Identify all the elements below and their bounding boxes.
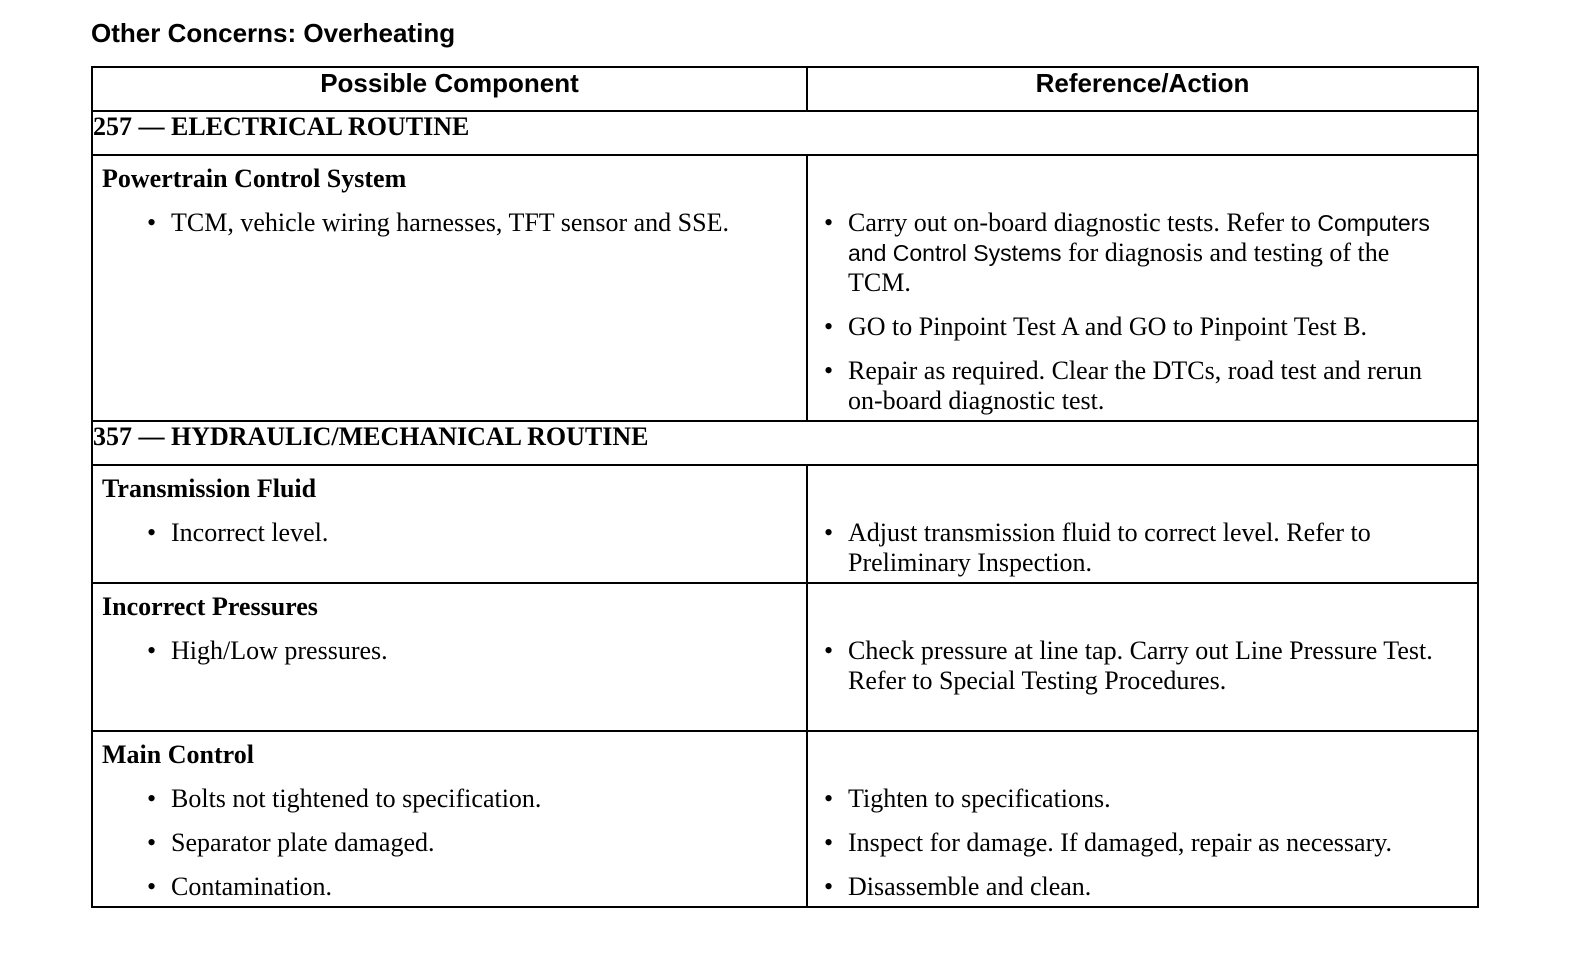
list-item: • Contamination. xyxy=(171,872,806,902)
action-cell xyxy=(807,465,1478,583)
action-cell xyxy=(807,155,1478,421)
list-item: • Tighten to specifications. xyxy=(848,784,1457,814)
list-item: • Adjust transmission fluid to correct level. Refer to Preliminary Inspection. xyxy=(848,518,1457,578)
header-reference-action: Reference/Action xyxy=(807,67,1478,111)
table-row xyxy=(92,465,1478,583)
list-item: • Inspect for damage. If damaged, repair as necessary. xyxy=(848,828,1457,858)
header-possible-component: Possible Component xyxy=(92,67,807,111)
list-item: • Incorrect level. xyxy=(171,518,806,548)
component-cell xyxy=(92,155,807,421)
list-item: • GO to Pinpoint Test A and GO to Pinpoint Test B. xyxy=(848,312,1457,342)
action-cell xyxy=(807,583,1478,731)
component-title: Transmission Fluid xyxy=(102,474,317,503)
component-cell xyxy=(92,731,807,907)
routine-hydraulic: 357 — HYDRAULIC/MECHANICAL ROUTINE xyxy=(92,421,1478,465)
list-item: • Carry out on-board diagnostic tests. Refer to Computers and Control Systems for diagnosis and testing of the TCM. xyxy=(848,208,1457,298)
component-cell xyxy=(92,583,807,731)
list-item: • Disassemble and clean. xyxy=(848,872,1457,902)
component-title: Powertrain Control System xyxy=(102,164,407,193)
component-title: Incorrect Pressures xyxy=(102,592,318,621)
page-title: Other Concerns: Overheating xyxy=(91,18,456,48)
routine-electrical: 257 — ELECTRICAL ROUTINE xyxy=(92,111,1478,155)
component-cell xyxy=(92,465,807,583)
list-item: • TCM, vehicle wiring harnesses, TFT sensor and SSE. xyxy=(171,208,806,238)
list-item: • Bolts not tightened to specification. xyxy=(171,784,806,814)
list-item: • Check pressure at line tap. Carry out Line Pressure Test. Refer to Special Testing Procedures. xyxy=(848,636,1457,696)
list-item: • High/Low pressures. xyxy=(171,636,806,666)
table-row xyxy=(92,731,1478,907)
reference-link[interactable]: Computers and Control Systems xyxy=(848,210,1430,266)
diagnosis-table xyxy=(91,66,1479,908)
component-title: Main Control xyxy=(102,740,254,769)
table-row xyxy=(92,583,1478,731)
action-cell xyxy=(807,731,1478,907)
list-item: • Separator plate damaged. xyxy=(171,828,806,858)
list-item: • Repair as required. Clear the DTCs, road test and rerun on-board diagnostic test. xyxy=(848,356,1457,416)
table-row xyxy=(92,155,1478,421)
